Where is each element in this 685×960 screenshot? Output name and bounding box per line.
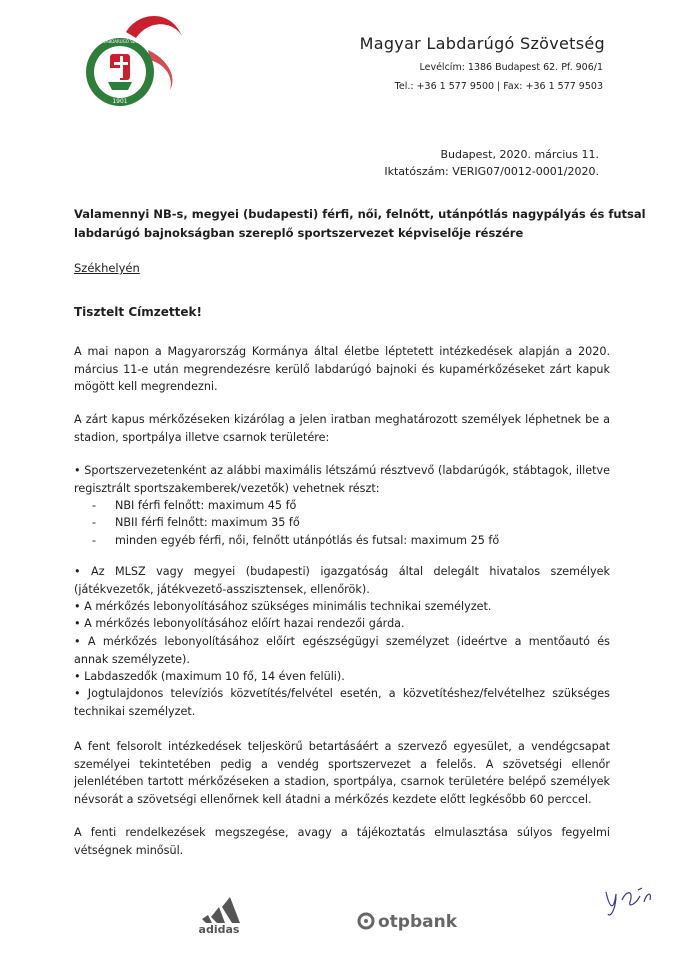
seat-label: Székhelyén [74, 261, 140, 275]
recipient-line-2: labdarúgó bajnokságban szereplő sportszervezet képviselője részére [74, 226, 524, 240]
sublist-item-nbi: NBI férfi felnőtt: maximum 45 fő [115, 499, 297, 512]
paragraph-2: A zárt kapus mérkőzéseken kizárólag a jelen iratban meghatározott személyek léphetnek be a stadion, sportpálya illetve csarnok területére: [74, 413, 610, 444]
adidas-wordmark: adidas [198, 923, 240, 935]
paragraph-1: A mai napon a Magyarország Kormánya által életbe léptetett intézkedések alapján a 2020. március 11-e után megrendezésre kerülő labdarúgó bajnoki és kupamérkőzéseket zárt kapuk mögött kell megrendezni. [74, 345, 610, 393]
place-date: Budapest, 2020. március 11. [440, 148, 599, 161]
dash-marker: - [92, 499, 97, 512]
bullet-officials: • Az MLSZ vagy megyei (budapesti) igazgatóság által delegált hivatalos személyek (játékvezetők, játékvezető-asszisztensek, ellenőrök). [74, 565, 610, 596]
logo-text: MAGYAR LABDARÚGÓ SZÖVETSÉG [85, 39, 155, 44]
org-name: Magyar Labdarúgó Szövetség [359, 34, 605, 53]
org-phone-fax: Tel.: +36 1 577 9500 | Fax: +36 1 577 9503 [394, 81, 603, 92]
salutation: Tisztelt Címzettek! [74, 305, 202, 319]
otpbank-logo [356, 906, 476, 936]
paragraph-4: A fenti rendelkezések megszegése, avagy a tájékoztatás elmulasztása súlyos fegyelmi vétségnek minősül. [74, 826, 610, 857]
org-address: Levélcím: 1386 Budapest 62. Pf. 906/1 [419, 62, 603, 73]
sublist-item-nbii: NBII férfi felnőtt: maximum 35 fő [115, 516, 300, 529]
bullet-stewards: • A mérkőzés lebonyolításához előírt hazai rendezői gárda. [74, 617, 405, 630]
recipient-line-1: Valamennyi NB-s, megyei (budapesti) férfi, női, felnőtt, utánpótlás nagypályás és futsal [74, 207, 646, 221]
bullet-participants: • Sportszervezetenként az alábbi maximális létszámú résztvevő (labdarúgók, stábtagok, illetve regisztrált sportszakemberek/vezetők) vehetnek részt: [74, 464, 610, 495]
bullet-ball-boys: • Labdaszedők (maximum 10 fő, 14 éven felüli). [74, 670, 345, 683]
paragraph-3: A fent felsorolt intézkedések teljeskörű betartásáért a szervező egyesület, a vendégcsapat személyei tekintetében pedig a vendég sportszervezet a felelős. A szövetségi ellenőr jelenlétében tartott mérkőzéseken a stadion, sportpálya, csarnok területére belépő személyek névsorát a szövetségi ellenőrnek kell átadni a mérkőzés kezdete előtt legkésőbb 60 perccel. [74, 740, 610, 806]
signature [600, 880, 660, 920]
otpbank-wordmark: otpbank [378, 912, 458, 932]
dash-marker: - [92, 516, 97, 529]
adidas-logo [188, 893, 250, 935]
dash-marker: - [92, 534, 97, 547]
bullet-medical-staff: • A mérkőzés lebonyolításához előírt egészségügyi személyzet (ideértve a mentőautó és annak személyzete). [74, 635, 610, 666]
mlsz-logo [78, 10, 188, 115]
bullet-broadcast-staff: • Jogtulajdonos televíziós közvetítés/felvétel esetén, a közvetítéshez/felvételhez szükséges technikai személyzet. [74, 687, 610, 718]
bullet-technical-staff: • A mérkőzés lebonyolításához szükséges minimális technikai személyzet. [74, 600, 492, 613]
recipient [74, 205, 646, 243]
sublist-item-other: minden egyéb férfi, női, felnőtt utánpótlás és futsal: maximum 25 fő [115, 534, 500, 547]
logo-year: 1901 [112, 98, 128, 105]
reference-number: Iktatószám: VERIG07/0012-0001/2020. [384, 165, 599, 178]
